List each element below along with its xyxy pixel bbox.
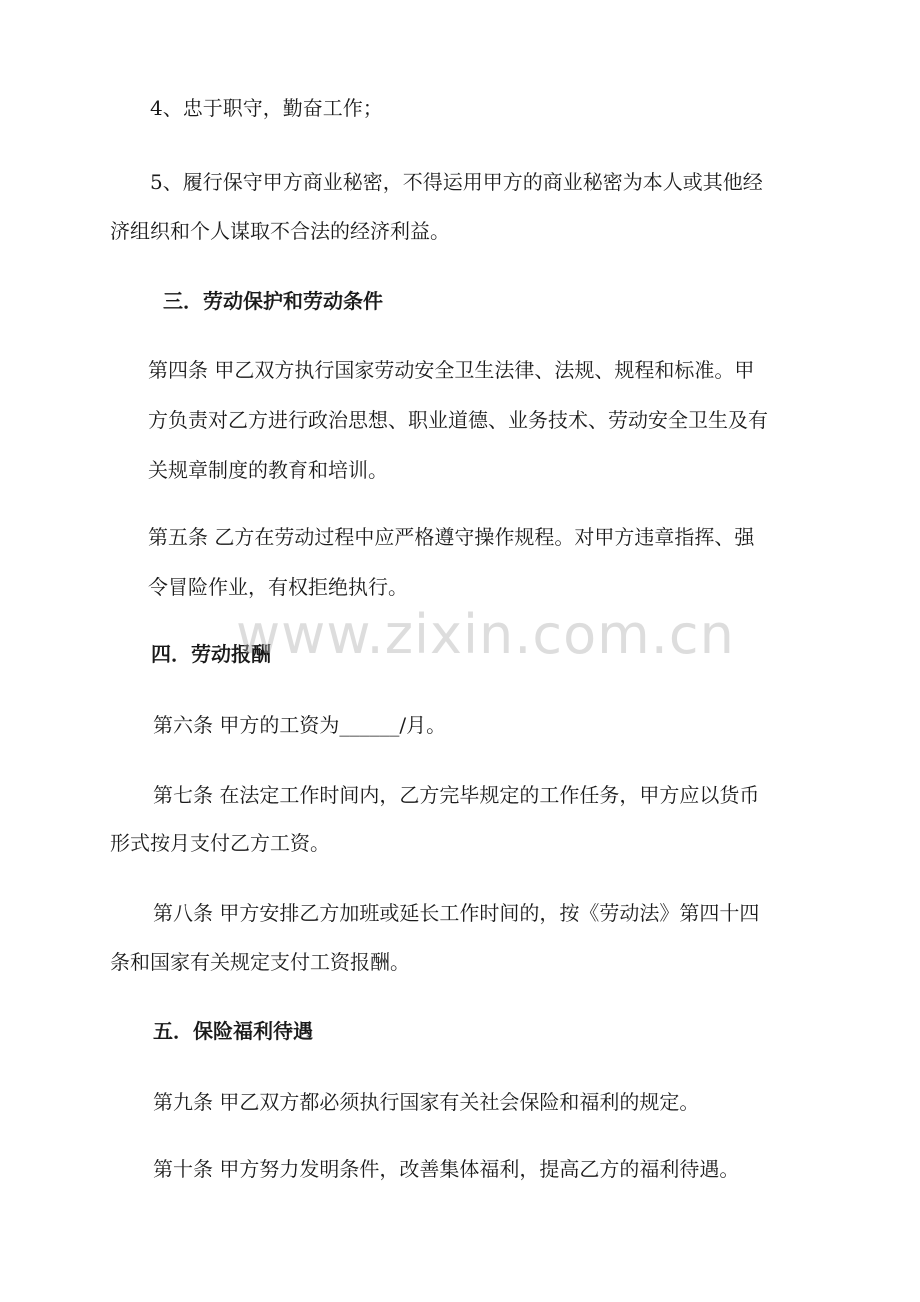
article-6: 第六条 甲方的工资为______/月。 (153, 713, 447, 737)
article-4-line-2: 方负责对乙方进行政治思想、职业道德、业务技术、劳动安全卫生及有 (148, 408, 768, 432)
clause-item-4: 4、忠于职守，勤奋工作； (150, 96, 383, 120)
article-5-line-1: 第五条 乙方在劳动过程中应严格遵守操作规程。对甲方违章指挥、强 (148, 525, 755, 549)
article-7-line-1: 第七条 在法定工作时间内，乙方完毕规定的工作任务，甲方应以货币 (153, 783, 760, 807)
article-4-line-3: 关规章制度的教育和培训。 (148, 458, 388, 482)
article-8-line-2: 条和国家有关规定支付工资报酬。 (110, 950, 410, 974)
section-heading-3: 三．劳动保护和劳动条件 (163, 289, 383, 313)
clause-item-5-line-2: 济组织和个人谋取不合法的经济利益。 (110, 219, 450, 243)
article-4-line-1: 第四条 甲乙双方执行国家劳动安全卫生法律、法规、规程和标准。甲 (148, 358, 755, 382)
article-7-line-2: 形式按月支付乙方工资。 (110, 831, 330, 855)
section-heading-4: 四．劳动报酬 (151, 642, 271, 666)
section-heading-5: 五．保险福利待遇 (153, 1019, 313, 1043)
article-10: 第十条 甲方努力发明条件，改善集体福利，提高乙方的福利待遇。 (153, 1157, 740, 1181)
article-8-line-1: 第八条 甲方安排乙方加班或延长工作时间的，按《劳动法》第四十四 (153, 901, 760, 925)
clause-item-5-line-1: 5、履行保守甲方商业秘密，不得运用甲方的商业秘密为本人或其他经 (150, 170, 763, 194)
article-5-line-2: 令冒险作业，有权拒绝执行。 (148, 575, 408, 599)
watermark: www.zixin.com.cn (236, 603, 735, 666)
article-9: 第九条 甲乙双方都必须执行国家有关社会保险和福利的规定。 (153, 1090, 700, 1114)
